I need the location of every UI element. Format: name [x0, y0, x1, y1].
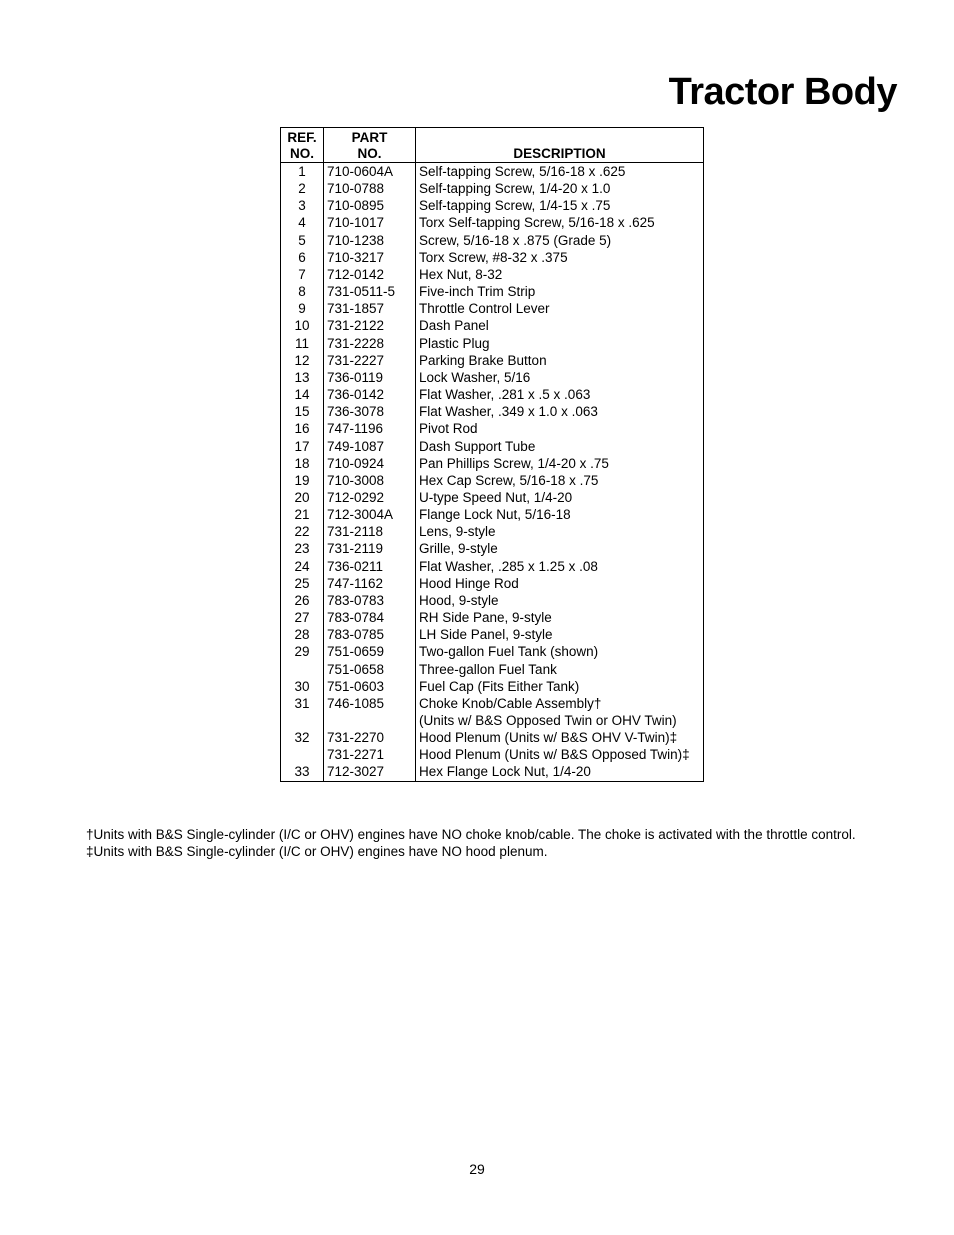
part-no-cell: 710-1017 — [324, 214, 416, 231]
description-cell: Dash Support Tube — [416, 438, 704, 455]
description-cell: Lens, 9-style — [416, 523, 704, 540]
table-row — [281, 506, 704, 523]
part-no-cell: 751-0658 — [324, 661, 416, 678]
description-cell: Hood Hinge Rod — [416, 575, 704, 592]
description-cell: Five-inch Trim Strip — [416, 283, 704, 300]
footnote-double-dagger: ‡Units with B&S Single-cylinder (I/C or OHV) engines have NO hood plenum. — [86, 844, 548, 859]
table-row — [281, 540, 704, 557]
table-row — [281, 661, 704, 678]
description-cell: Three-gallon Fuel Tank — [416, 661, 704, 678]
ref-no-cell — [281, 712, 324, 729]
description-cell: Two-gallon Fuel Tank (shown) — [416, 643, 704, 660]
table-row — [281, 232, 704, 249]
table-row — [281, 266, 704, 283]
table-row — [281, 592, 704, 609]
table-header-row — [281, 128, 704, 163]
description-cell: (Units w/ B&S Opposed Twin or OHV Twin) — [416, 712, 704, 729]
description-cell: Throttle Control Lever — [416, 300, 704, 317]
part-no-cell: 749-1087 — [324, 438, 416, 455]
ref-no-cell: 20 — [294, 489, 310, 505]
description-cell: Flat Washer, .285 x 1.25 x .08 — [416, 558, 704, 575]
part-no-cell: 731-1857 — [324, 300, 416, 317]
ref-no-cell: 13 — [294, 369, 310, 385]
ref-no-cell: 26 — [294, 592, 310, 608]
description-cell: Hood Plenum (Units w/ B&S Opposed Twin)‡ — [416, 746, 704, 763]
part-no-cell: 731-2122 — [324, 317, 416, 334]
ref-no-cell: 1 — [298, 164, 306, 179]
table-row — [281, 300, 704, 317]
table-row — [281, 283, 704, 300]
ref-no-cell — [281, 661, 324, 678]
table-row — [281, 523, 704, 540]
part-no-cell: 736-3078 — [324, 403, 416, 420]
part-no-cell: 747-1162 — [324, 575, 416, 592]
description-cell: Plastic Plug — [416, 335, 704, 352]
ref-no-cell: 17 — [294, 438, 310, 454]
table-row — [281, 455, 704, 472]
description-cell: Pan Phillips Screw, 1/4-20 x .75 — [416, 455, 704, 472]
description-cell: Torx Screw, #8-32 x .375 — [416, 249, 704, 266]
header-ref-no — [281, 128, 324, 163]
ref-no-cell: 22 — [294, 524, 310, 540]
ref-no-cell: 32 — [294, 730, 310, 746]
part-no-cell: 731-2227 — [324, 352, 416, 369]
description-cell: Self-tapping Screw, 1/4-15 x .75 — [416, 197, 704, 214]
table-row — [281, 214, 704, 231]
part-no-cell: 747-1196 — [324, 420, 416, 437]
header-part-no — [324, 128, 416, 163]
part-no-cell: 712-0292 — [324, 489, 416, 506]
table-row — [281, 352, 704, 369]
table-row — [281, 626, 704, 643]
ref-no-cell: 29 — [294, 644, 310, 660]
part-no-cell: 710-3217 — [324, 249, 416, 266]
ref-no-cell: 9 — [298, 301, 306, 317]
part-no-cell: 712-3027 — [324, 763, 416, 781]
ref-no-cell: 4 — [298, 215, 306, 231]
ref-no-cell: 6 — [298, 249, 306, 265]
ref-no-cell: 3 — [298, 198, 306, 214]
part-no-cell: 710-0788 — [324, 180, 416, 197]
ref-no-cell: 14 — [294, 387, 310, 403]
ref-no-cell: 21 — [294, 507, 310, 523]
ref-no-cell: 27 — [294, 610, 310, 626]
ref-no-cell — [281, 746, 324, 763]
part-no-cell: 751-0603 — [324, 678, 416, 695]
table-row — [281, 472, 704, 489]
part-no-cell: 710-3008 — [324, 472, 416, 489]
description-cell: Flat Washer, .281 x .5 x .063 — [416, 386, 704, 403]
description-cell: Choke Knob/Cable Assembly† — [416, 695, 704, 712]
description-cell: RH Side Pane, 9-style — [416, 609, 704, 626]
ref-no-cell: 11 — [294, 335, 309, 351]
table-body — [281, 163, 704, 782]
description-cell: Flange Lock Nut, 5/16-18 — [416, 506, 704, 523]
part-no-cell: 731-2271 — [324, 746, 416, 763]
part-no-cell: 710-1238 — [324, 232, 416, 249]
table-row — [281, 712, 704, 729]
description-cell: Hex Cap Screw, 5/16-18 x .75 — [416, 472, 704, 489]
description-cell: Hood Plenum (Units w/ B&S OHV V-Twin)‡ — [416, 729, 704, 746]
ref-no-cell: 2 — [298, 181, 306, 197]
part-no-cell: 731-2119 — [324, 540, 416, 557]
table-row — [281, 438, 704, 455]
page-title: Tractor Body — [668, 71, 897, 113]
description-cell: Grille, 9-style — [416, 540, 704, 557]
table-row — [281, 575, 704, 592]
part-no-cell: 731-2270 — [324, 729, 416, 746]
ref-no-cell: 19 — [294, 472, 310, 488]
table-row — [281, 163, 704, 181]
part-no-cell: 736-0119 — [324, 369, 416, 386]
ref-no-cell: 23 — [294, 541, 310, 557]
part-no-cell: 783-0783 — [324, 592, 416, 609]
description-cell: Dash Panel — [416, 317, 704, 334]
table-row — [281, 678, 704, 695]
part-no-cell: 783-0785 — [324, 626, 416, 643]
part-no-cell: 751-0659 — [324, 643, 416, 660]
description-cell: Pivot Rod — [416, 420, 704, 437]
table-row — [281, 317, 704, 334]
table-row — [281, 180, 704, 197]
description-cell: Self-tapping Screw, 5/16-18 x .625 — [416, 163, 704, 181]
table-row — [281, 489, 704, 506]
table-row — [281, 746, 704, 763]
table-row — [281, 197, 704, 214]
header-description — [416, 128, 704, 163]
part-no-cell: 731-2228 — [324, 335, 416, 352]
ref-no-cell: 5 — [298, 232, 306, 248]
table-row — [281, 369, 704, 386]
footnotes — [86, 826, 856, 860]
description-cell: Torx Self-tapping Screw, 5/16-18 x .625 — [416, 214, 704, 231]
table-row — [281, 335, 704, 352]
description-cell: Self-tapping Screw, 1/4-20 x 1.0 — [416, 180, 704, 197]
description-cell: Screw, 5/16-18 x .875 (Grade 5) — [416, 232, 704, 249]
part-no-cell: 736-0142 — [324, 386, 416, 403]
description-cell: U-type Speed Nut, 1/4-20 — [416, 489, 704, 506]
description-cell: Hood, 9-style — [416, 592, 704, 609]
ref-no-cell: 31 — [294, 695, 310, 711]
part-no-cell: 731-2118 — [324, 523, 416, 540]
ref-no-cell: 33 — [294, 764, 310, 780]
part-no-cell: 710-0895 — [324, 197, 416, 214]
header-ref-no-text: REF. NO. — [287, 130, 317, 161]
part-no-cell: 731-0511-5 — [324, 283, 416, 300]
description-cell: Flat Washer, .349 x 1.0 x .063 — [416, 403, 704, 420]
ref-no-cell: 12 — [294, 352, 310, 368]
table-row — [281, 558, 704, 575]
table-row — [281, 403, 704, 420]
description-cell: Hex Nut, 8-32 — [416, 266, 704, 283]
ref-no-cell: 10 — [294, 318, 310, 334]
ref-no-cell: 25 — [294, 575, 310, 591]
ref-no-cell: 8 — [298, 284, 306, 300]
table-row — [281, 609, 704, 626]
ref-no-cell: 16 — [294, 421, 310, 437]
part-no-cell — [324, 712, 416, 729]
ref-no-cell: 30 — [294, 678, 310, 694]
description-cell: LH Side Panel, 9-style — [416, 626, 704, 643]
ref-no-cell: 18 — [294, 455, 310, 471]
ref-no-cell: 24 — [294, 558, 310, 574]
ref-no-cell: 15 — [294, 404, 310, 420]
part-no-cell: 746-1085 — [324, 695, 416, 712]
page-number: 29 — [469, 1161, 485, 1177]
header-part-no-text: PART NO. — [351, 130, 388, 161]
ref-no-cell: 28 — [294, 627, 310, 643]
description-cell: Lock Washer, 5/16 — [416, 369, 704, 386]
part-no-cell: 783-0784 — [324, 609, 416, 626]
table-row — [281, 386, 704, 403]
table-row — [281, 643, 704, 660]
part-no-cell: 710-0604A — [324, 163, 416, 181]
parts-table — [280, 127, 704, 782]
part-no-cell: 712-3004A — [324, 506, 416, 523]
description-cell: Parking Brake Button — [416, 352, 704, 369]
table-row — [281, 729, 704, 746]
description-cell: Hex Flange Lock Nut, 1/4-20 — [416, 763, 704, 781]
table-row — [281, 249, 704, 266]
part-no-cell: 736-0211 — [324, 558, 416, 575]
table-row — [281, 763, 704, 781]
header-description-text: DESCRIPTION — [513, 146, 606, 161]
ref-no-cell: 7 — [298, 266, 306, 282]
description-cell: Fuel Cap (Fits Either Tank) — [416, 678, 704, 695]
part-no-cell: 712-0142 — [324, 266, 416, 283]
part-no-cell: 710-0924 — [324, 455, 416, 472]
table-row — [281, 695, 704, 712]
footnote-dagger: †Units with B&S Single-cylinder (I/C or OHV) engines have NO choke knob/cable. The choke is activated with the throttle control. — [86, 827, 856, 842]
table-row — [281, 420, 704, 437]
